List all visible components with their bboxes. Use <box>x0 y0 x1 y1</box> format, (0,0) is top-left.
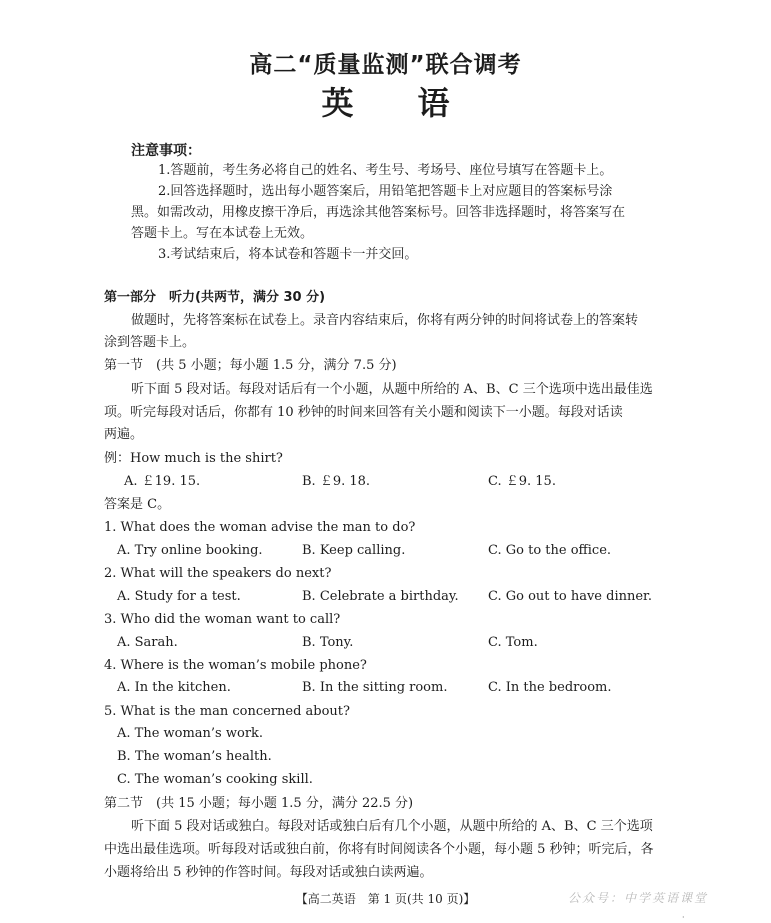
corner-dot: · <box>682 913 685 922</box>
subject-title <box>0 78 771 124</box>
section1-intro-line-2: 项。听完每段对话后，你都有 10 秒钟的时间来回答有关小题和阅读下一小题。每段对话读 <box>104 405 623 420</box>
watermark: 公众号：中学英语课堂 <box>568 891 709 905</box>
question-3: 3. Who did the woman want to call? <box>104 612 341 627</box>
question-3-option-c: C. Tom. <box>488 635 538 650</box>
question-3-option-a: A. Sarah. <box>117 635 178 650</box>
question-2-option-c: C. Go out to have dinner. <box>488 589 652 604</box>
question-1-option-b: B. Keep calling. <box>302 543 406 558</box>
example-answer: 答案是 C。 <box>104 497 171 512</box>
question-1-option-a: A. Try online booking. <box>117 543 263 558</box>
example-question: 例：How much is the shirt? <box>104 451 283 466</box>
question-4-option-a: A. In the kitchen. <box>117 680 231 695</box>
question-4-option-c: C. In the bedroom. <box>488 680 612 695</box>
question-1: 1. What does the woman advise the man to do? <box>104 520 416 535</box>
question-5-option-a: A. The woman’s work. <box>117 726 264 741</box>
example-option-c: C. ￡9. 15. <box>488 474 556 489</box>
notice-item-1: 1.答题前，考生务必将自己的姓名、考生号、考场号、座位号填写在答题卡上。 <box>158 163 613 178</box>
question-2: 2. What will the speakers do next? <box>104 566 332 581</box>
section2-intro-line-2: 中选出最佳选项。听每段对话或独白前，你将有时间阅读各个小题，每小题 5 秒钟；听完后，各 <box>104 842 654 857</box>
exam-title: 高二“质量监测”联合调考 <box>249 52 522 78</box>
part1-intro-line-1: 做题时，先将答案标在试卷上。录音内容结束后，你将有两分钟的时间将试卷上的答案转 <box>131 313 639 328</box>
question-2-option-b: B. Celebrate a birthday. <box>302 589 459 604</box>
question-1-option-c: C. Go to the office. <box>488 543 612 558</box>
question-5-option-b: B. The woman’s health. <box>117 749 272 764</box>
section1-intro-line-3: 两遍。 <box>104 427 144 442</box>
notice-item-2-line-3: 答题卡上。写在本试卷上无效。 <box>131 226 314 241</box>
part1-intro-line-2: 涂到答题卡上。 <box>104 335 196 350</box>
section2-intro-line-3: 小题将给出 5 秒钟的作答时间。每段对话或独白读两遍。 <box>104 865 433 880</box>
question-4: 4. Where is the woman’s mobile phone? <box>104 658 367 673</box>
notice-heading: 注意事项： <box>131 143 201 159</box>
subject-char-2: 语 <box>417 84 450 122</box>
section2-heading: 第二节 (共 15 小题；每小题 1.5 分，满分 22.5 分) <box>104 796 414 811</box>
part1-heading: 第一部分 听力(共两节，满分 30 分) <box>104 290 326 305</box>
page-footer: 【高二英语 第 1 页(共 10 页)】 <box>295 892 476 906</box>
section1-intro-line-1: 听下面 5 段对话。每段对话后有一个小题，从题中所给的 A、B、C 三个选项中选出最佳选 <box>131 382 653 397</box>
section2-intro-line-1: 听下面 5 段对话或独白。每段对话或独白后有几个小题，从题中所给的 A、B、C 三个选项 <box>131 819 653 834</box>
question-4-option-b: B. In the sitting room. <box>302 680 448 695</box>
example-option-b: B. ￡9. 18. <box>302 474 371 489</box>
question-5-option-c: C. The woman’s cooking skill. <box>117 772 313 787</box>
question-5: 5. What is the man concerned about? <box>104 704 350 719</box>
notice-item-2-line-2: 黑。如需改动，用橡皮擦干净后，再选涂其他答案标号。回答非选择题时，将答案写在 <box>131 205 626 220</box>
question-2-option-a: A. Study for a test. <box>117 589 241 604</box>
notice-item-2-line-1: 2.回答选择题时，选出每小题答案后，用铅笔把答题卡上对应题目的答案标号涂 <box>158 184 613 199</box>
example-option-a: A. ￡19. 15. <box>124 474 201 489</box>
notice-item-3: 3.考试结束后，将本试卷和答题卡一并交回。 <box>158 247 418 262</box>
subject-char-1: 英 <box>321 84 354 122</box>
section1-heading: 第一节 (共 5 小题；每小题 1.5 分，满分 7.5 分) <box>104 358 397 373</box>
question-3-option-b: B. Tony. <box>302 635 354 650</box>
